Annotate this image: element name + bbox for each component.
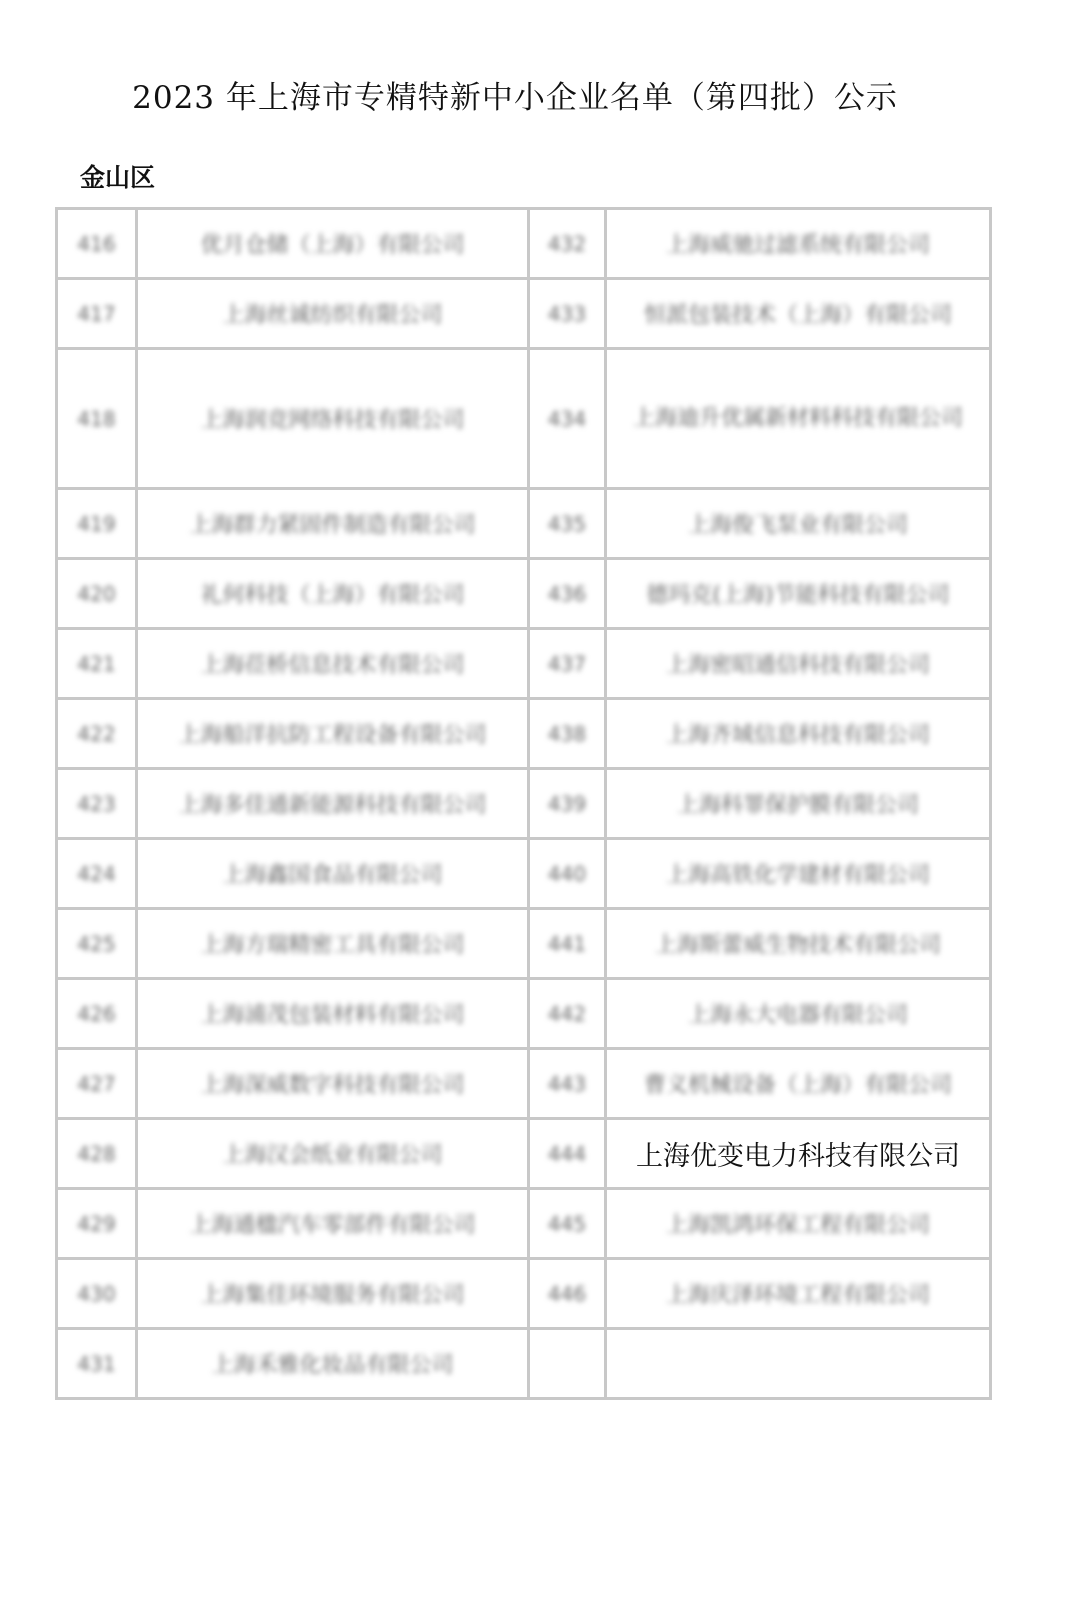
page-title: 2023 年上海市专精特新中小企业名单（第四批）公示: [132, 80, 898, 116]
district-heading: 金山区: [80, 163, 156, 192]
row-number: 440: [529, 839, 606, 909]
table-row: [57, 489, 991, 559]
row-number: 434: [529, 349, 606, 489]
company-name: 恒派包装技术（上海）有限公司: [606, 279, 991, 349]
company-name: 上海齐域信息科技有限公司: [606, 699, 991, 769]
table-row: [57, 209, 991, 279]
row-number: 443: [529, 1049, 606, 1119]
row-number: 432: [529, 209, 606, 279]
row-number: 444: [529, 1119, 606, 1189]
company-name: 上海庆泽环境工程有限公司: [606, 1259, 991, 1329]
row-number: 437: [529, 629, 606, 699]
row-number: 431: [57, 1329, 137, 1399]
row-number: 439: [529, 769, 606, 839]
company-name: [606, 1329, 991, 1399]
row-number: 423: [57, 769, 137, 839]
company-name: 上海群力紧固件制造有限公司: [137, 489, 529, 559]
company-name: 上海润竞网络科技有限公司: [137, 349, 529, 489]
table-row: [57, 349, 991, 489]
row-number: 428: [57, 1119, 137, 1189]
company-name: 德玛克(上海)节能科技有限公司: [606, 559, 991, 629]
row-number: [529, 1329, 606, 1399]
row-number: 416: [57, 209, 137, 279]
company-name: 上海浦茂包装材料有限公司: [137, 979, 529, 1049]
table-row: [57, 1259, 991, 1329]
row-number: 445: [529, 1189, 606, 1259]
table-row: [57, 839, 991, 909]
company-name: 上海迪升优属新材料科技有限公司: [606, 349, 991, 489]
company-name: 上海鑫国食品有限公司: [137, 839, 529, 909]
row-number: 446: [529, 1259, 606, 1329]
row-number: 426: [57, 979, 137, 1049]
company-name-highlighted: 上海优变电力科技有限公司: [606, 1119, 991, 1189]
row-number: 435: [529, 489, 606, 559]
row-number: 438: [529, 699, 606, 769]
company-name: 上海密昭通信科技有限公司: [606, 629, 991, 699]
row-number: 419: [57, 489, 137, 559]
company-name: 优月仓储（上海）有限公司: [137, 209, 529, 279]
company-name: 上海永大电器有限公司: [606, 979, 991, 1049]
table-row: [57, 909, 991, 979]
company-name: 上海船洋抗防工程设备有限公司: [137, 699, 529, 769]
row-number: 417: [57, 279, 137, 349]
table-row: [57, 1049, 991, 1119]
row-number: 425: [57, 909, 137, 979]
table-row: [57, 1119, 991, 1189]
company-name: 上海深威数字科技有限公司: [137, 1049, 529, 1119]
row-number: 442: [529, 979, 606, 1049]
company-name: 上海俊飞泵业有限公司: [606, 489, 991, 559]
table-row: [57, 1329, 991, 1399]
company-name: 上海凯鸿环保工程有限公司: [606, 1189, 991, 1259]
table-row: [57, 279, 991, 349]
company-name: 上海方瑞精密工具有限公司: [137, 909, 529, 979]
company-name: 曹义机械设备（上海）有限公司: [606, 1049, 991, 1119]
company-name: 上海多佳通新能源科技有限公司: [137, 769, 529, 839]
table-row: [57, 769, 991, 839]
row-number: 433: [529, 279, 606, 349]
row-number: 418: [57, 349, 137, 489]
row-number: 427: [57, 1049, 137, 1119]
company-name: 上海莅桥信息技术有限公司: [137, 629, 529, 699]
company-name: 上海丝诚纺织有限公司: [137, 279, 529, 349]
row-number: 430: [57, 1259, 137, 1329]
company-name: 上海集佳环境服务有限公司: [137, 1259, 529, 1329]
company-name: 上海禾雅化妆品有限公司: [137, 1329, 529, 1399]
company-table: [55, 207, 992, 1400]
row-number: 424: [57, 839, 137, 909]
row-number: 422: [57, 699, 137, 769]
row-number: 436: [529, 559, 606, 629]
row-number: 441: [529, 909, 606, 979]
row-number: 421: [57, 629, 137, 699]
table-row: [57, 979, 991, 1049]
table-row: [57, 559, 991, 629]
table-row: [57, 699, 991, 769]
company-name: 上海汉会纸业有限公司: [137, 1119, 529, 1189]
company-name: 礼何科技（上海）有限公司: [137, 559, 529, 629]
row-number: 420: [57, 559, 137, 629]
row-number: 429: [57, 1189, 137, 1259]
company-name: 上海威驰过滤系统有限公司: [606, 209, 991, 279]
table-row: [57, 629, 991, 699]
company-name: 上海高铁化学建材有限公司: [606, 839, 991, 909]
company-name: 上海科罪保护膜有限公司: [606, 769, 991, 839]
company-name: 上海通楹汽车零部件有限公司: [137, 1189, 529, 1259]
company-name: 上海斯蕾威生物技术有限公司: [606, 909, 991, 979]
table-row: [57, 1189, 991, 1259]
